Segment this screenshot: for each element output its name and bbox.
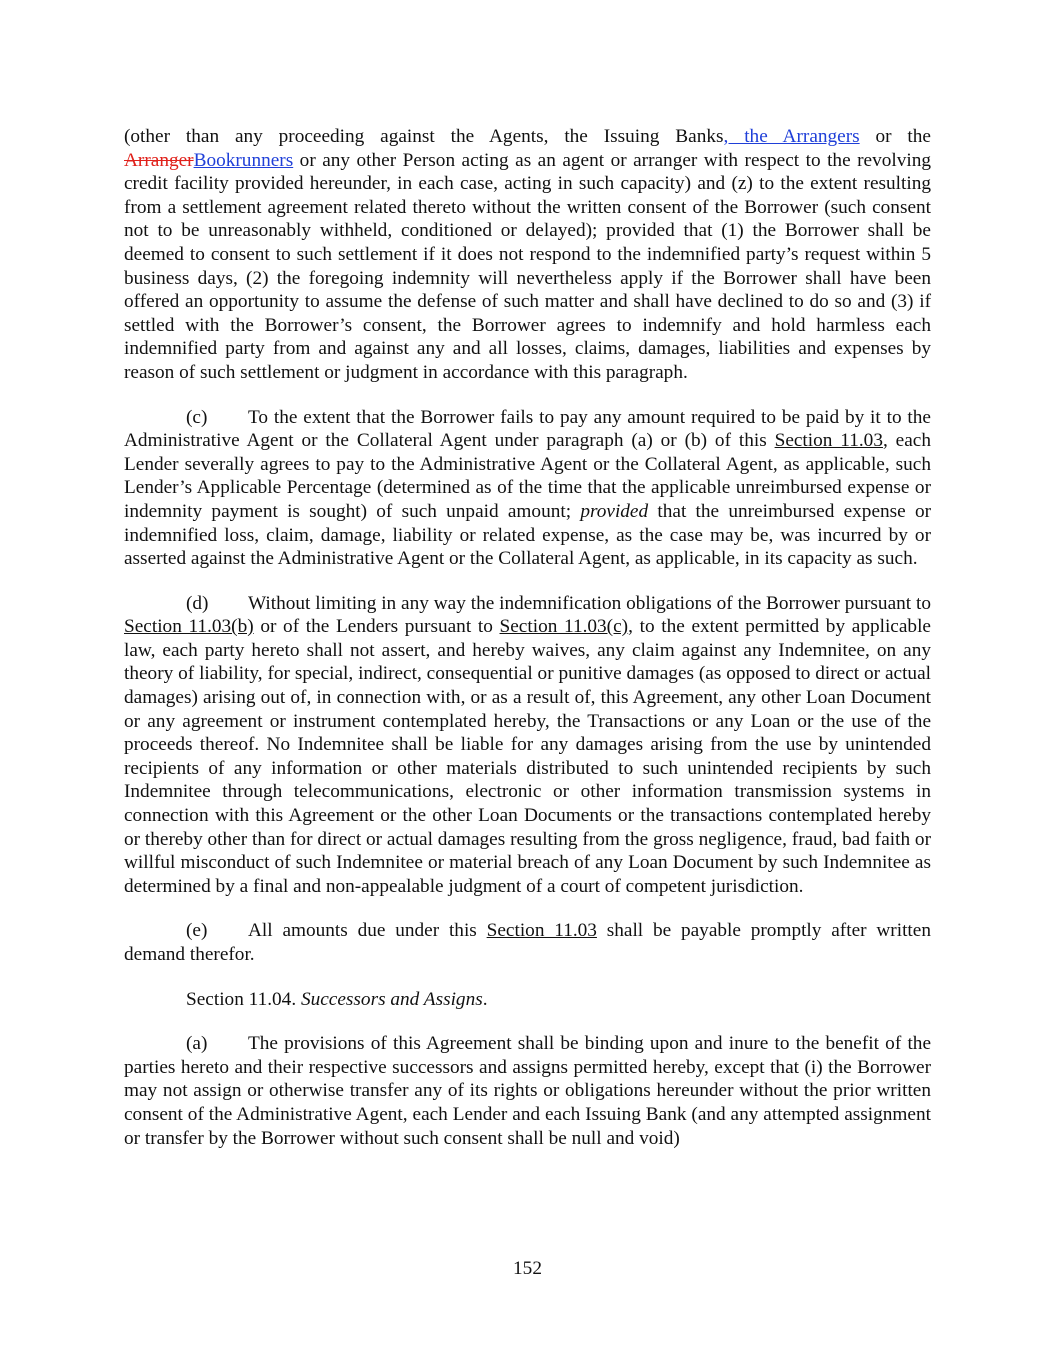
paragraph-d [124,592,931,899]
section-heading [124,988,931,1012]
text-run: , to the extent permitted by applicable law, each party hereto shall not assert, and hereby waives, any claim against any Indemnitee, on any theory of liability, for special, indirect, consequential or punitive damages (as opposed to direct or actual damages) arising out of, in connection with, or as a result of, this Agreement, any other Loan Document or any agreement or instrument contemplated hereby, the Transactions or any Loan or the use of the proceeds thereof. No Indemnitee shall be liable for any damages arising from the use by unintended recipients of any information or other materials distributed to such unintended recipients by such Indemnitee through telecommunications, electronic or other information transmission systems in connection with this Agreement or the other Loan Documents or the transactions contemplated hereby or thereby other than for direct or actual damages resulting from the gross negligence, fraud, bad faith or willful misconduct of such Indemnitee or material breach of any Loan Document by such Indemnitee as determined by a final and non-appealable judgment of a court of competent jurisdiction. [124,616,931,897]
inserted-text-bookrunners: Bookrunners [193,149,294,171]
text-run: or of the Lenders pursuant to [253,616,500,638]
deleted-text-arranger: Arranger [124,149,194,171]
text-run: , each Lender severally agrees to pay to the Administrative Agent or the Collateral Agent, as applicable, such Lender’s Applicable Percentage (determined as of the time that the applicable unreimbursed expense or indemnity payment is sought) of such unpaid amount; [124,430,931,522]
paragraph-label: (d) [186,592,209,614]
section-reference: Section 11.03(c) [499,616,629,638]
section-reference: Section 11.03 [774,430,883,452]
paragraph-e [124,919,931,966]
italic-term: provided [580,500,649,522]
document-page [124,125,931,1171]
text-run: or the [859,126,931,147]
paragraph-label: (e) [186,920,208,942]
section-reference: Section 11.03(b) [124,616,254,638]
section-reference: Section 11.03 [486,920,597,942]
text-run: All amounts due under this [248,920,487,942]
text-run: To the extent that the Borrower fails to pay any amount required to be paid by it to the Administrative Agent or the Collateral Agent under paragraph (a) or (b) of this [124,406,931,452]
paragraph-label: (a) [186,1033,208,1055]
section-number: Section 11.04. [186,988,301,1010]
text-run: or any other Person acting as an agent or arranger with respect to the revolving credit facility provided hereunder, in each case, acting in such capacity) and (z) to the extent resulting from a settlement agreement related thereto without the written consent of the Borrower (such consent not to be unreasonably withheld, conditioned or delayed); provided that (1) the Borrower shall be deemed to consent to such settlement if it does not respond to the indemnified party’s request within 5 business days, (2) the foregoing indemnity will nevertheless apply if the Borrower shall have been offered an opportunity to assume the defense of such matter and shall have declined to do so and (3) if settled with the Borrower’s consent, the Borrower agrees to indemnify and hold harmless each indemnified party from and against any and all losses, claims, damages, liabilities and expenses by reason of such settlement or judgment in accordance with this paragraph. [124,149,931,383]
section-title: Successors and Assigns [300,988,483,1010]
inserted-text-arrangers: , the Arrangers [723,126,860,147]
paragraph-c [124,406,931,571]
text-run: that the unreimbursed expense or indemnified loss, claim, damage, liability or related expense, as the case may be, was incurred by or asserted against the Administrative Agent or the Collateral Agent, as applicable, in its capacity as such. [124,500,932,570]
text-run: . [482,988,488,1010]
text-run: Without limiting in any way the indemnification obligations of the Borrower pursuant to [248,592,931,614]
paragraph-continuation [124,125,931,385]
text-run: shall be payable promptly after written demand therefor. [124,920,931,965]
paragraph-a [124,1032,931,1150]
page-number: 152 [513,1258,542,1279]
text-run: The provisions of this Agreement shall be binding upon and inure to the benefit of the parties hereto and their respective successors and assigns permitted hereby, except that (i) the Borrower may not assign or otherwise transfer any of its rights or obligations hereunder without the prior written consent of the Administrative Agent, each Lender and each Issuing Bank (and any attempted assignment or transfer by the Borrower without such consent shall be null and void) [124,1033,931,1149]
text-run: (other than any proceeding against the Agents, the Issuing Banks [124,126,724,147]
paragraph-label: (c) [186,406,208,428]
